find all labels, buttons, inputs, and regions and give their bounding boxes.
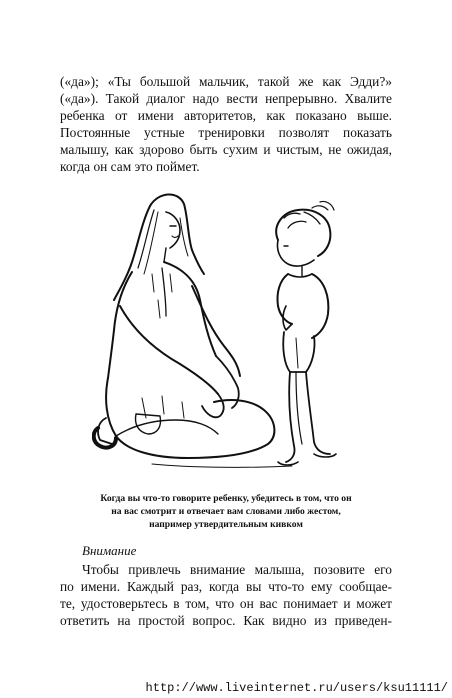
caption-line: на вас смотрит и отвечает вам словами либо жестом, [111,506,341,517]
text-line: ребенка от имени авторитетов, как показано выше. [60,108,392,123]
section-paragraph [60,561,392,629]
text-line: Чтобы привлечь внимание малыша, позовите его [82,562,392,577]
text-line: Постоянные устные тренировки позволят показать [60,125,392,140]
caption-line: Когда вы что-то говорите ребенку, убедитесь в том, что он [100,493,352,504]
watermark-url: http://www.liveinternet.ru/users/ksu11111/ [145,681,448,695]
text-line: («да»); «Ты большой мальчик, такой же как Эдди?» [60,74,392,89]
top-paragraph [60,73,392,175]
section-heading: Внимание [82,543,137,558]
caption-line: например утвердительным кивком [149,519,303,530]
figure-caption [60,492,392,531]
text-line: («да»). Такой диалог надо вести непрерывно. Хвалите [60,91,392,106]
text-line: когда он сам это поймет. [60,159,200,174]
text-line: ответить на простой вопрос. Как видно из приведен- [60,613,392,628]
mother-and-child-illustration [92,188,360,488]
text-line: малышу, как здорово быть сухим и чистым, не ожидая, [60,142,392,157]
text-line: по имени. Каждый раз, когда вы что-то ему сообщае- [60,579,392,594]
text-line: те, удостоверьтесь в том, что он вас понимает и может [60,596,392,611]
